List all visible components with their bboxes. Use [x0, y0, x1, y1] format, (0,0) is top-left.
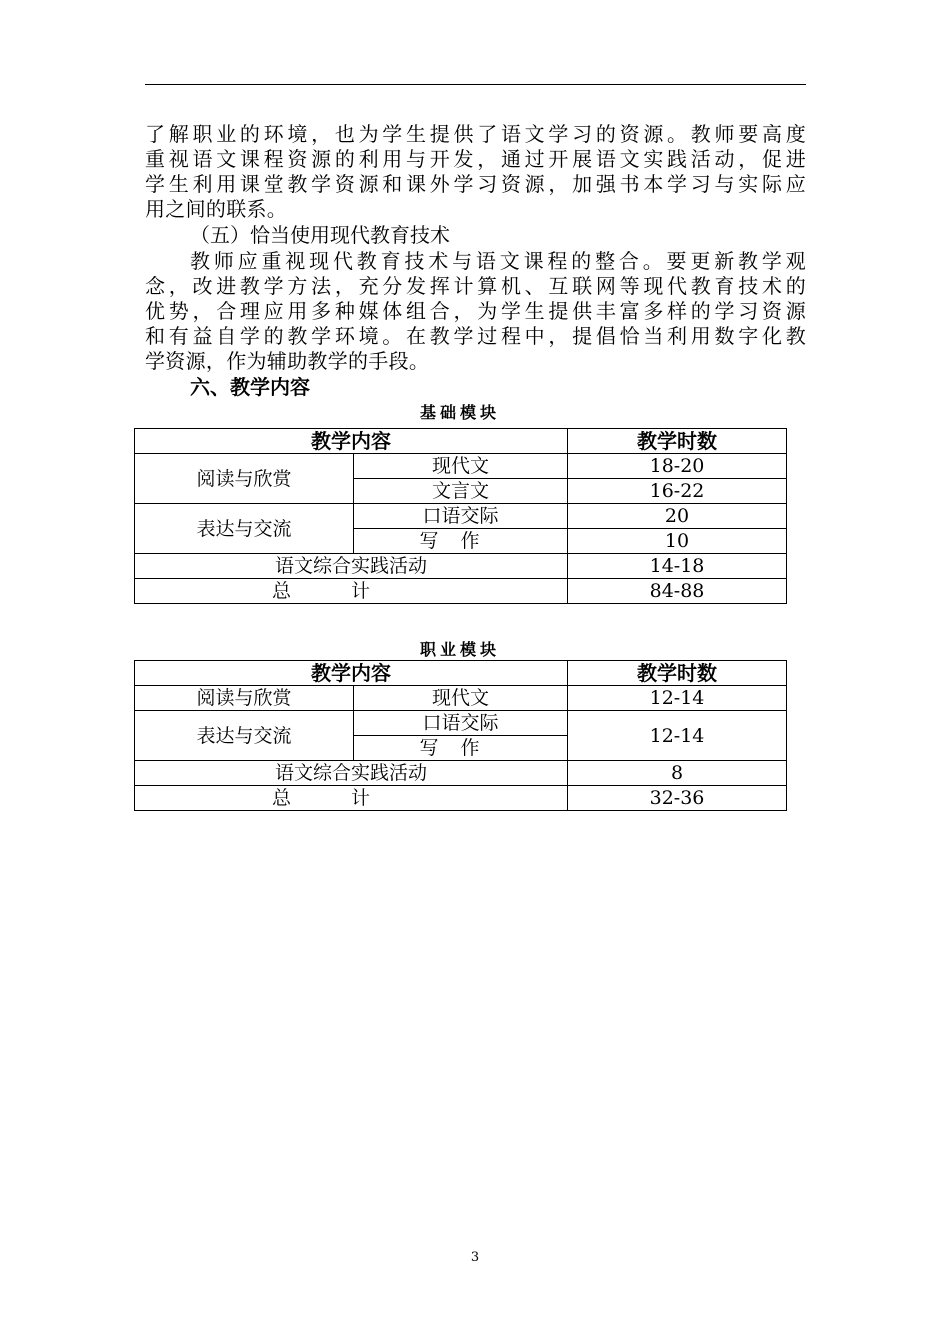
practice-label: 语文综合实践活动 — [135, 554, 568, 579]
vocational-module-caption: 职业模块 — [419, 640, 500, 659]
subheading: （五）恰当使用现代教育技术 — [190, 223, 450, 247]
item-label: 口语交际 — [354, 711, 568, 736]
group-label: 阅读与欣赏 — [135, 686, 354, 711]
hours-value: 10 — [568, 529, 787, 554]
text-line: 了解职业的环境，也为学生提供了语文学习的资源。教师要高度 — [145, 122, 806, 146]
table-row — [135, 711, 787, 736]
total-label: 总计 — [135, 786, 568, 811]
text-line: 用之间的联系。 — [145, 197, 288, 221]
hours-value: 14-18 — [568, 554, 787, 579]
table-row — [135, 761, 787, 786]
vocational-module-table — [134, 660, 787, 811]
table-header-row — [135, 429, 787, 454]
hours-value: 12-14 — [568, 686, 787, 711]
header-content: 教学内容 — [135, 429, 568, 454]
text-line: 念，改进教学方法，充分发挥计算机、互联网等现代教育技术的 — [145, 274, 806, 298]
hours-value: 84-88 — [568, 579, 787, 604]
header-rule — [145, 84, 806, 85]
table-row — [135, 504, 787, 529]
paragraph-resources — [145, 122, 806, 222]
basic-module-caption: 基础模块 — [419, 403, 500, 422]
table-row — [135, 554, 787, 579]
table-total-row — [135, 786, 787, 811]
table-total-row — [135, 579, 787, 604]
item-label: 现代文 — [354, 454, 568, 479]
page-number: 3 — [470, 1250, 480, 1265]
paragraph-technology — [145, 249, 806, 374]
item-label: 现代文 — [354, 686, 568, 711]
text-line: 学资源，作为辅助教学的手段。 — [145, 349, 430, 373]
basic-module-table — [134, 428, 787, 604]
hours-value: 32-36 — [568, 786, 787, 811]
group-label: 表达与交流 — [135, 711, 354, 761]
section-heading: 六、教学内容 — [190, 375, 310, 399]
item-label: 文言文 — [354, 479, 568, 504]
text-line: 优势，合理应用多种媒体组合，为学生提供丰富多样的学习资源 — [145, 299, 806, 323]
text-line: 重视语文课程资源的利用与开发，通过开展语文实践活动，促进 — [145, 147, 806, 171]
text-line: 和有益自学的教学环境。在教学过程中，提倡恰当利用数字化教 — [145, 324, 806, 348]
text-line: 学生利用课堂教学资源和课外学习资源，加强书本学习与实际应 — [145, 172, 806, 196]
table-row — [135, 454, 787, 479]
header-hours: 教学时数 — [568, 429, 787, 454]
item-label: 写作 — [354, 529, 568, 554]
hours-value: 8 — [568, 761, 787, 786]
item-label: 口语交际 — [354, 504, 568, 529]
table-header-row — [135, 661, 787, 686]
total-label: 总计 — [135, 579, 568, 604]
header-content: 教学内容 — [135, 661, 568, 686]
hours-value: 12-14 — [568, 711, 787, 761]
hours-value: 20 — [568, 504, 787, 529]
group-label: 表达与交流 — [135, 504, 354, 554]
hours-value: 18-20 — [568, 454, 787, 479]
table-row — [135, 686, 787, 711]
hours-value: 16-22 — [568, 479, 787, 504]
group-label: 阅读与欣赏 — [135, 454, 354, 504]
text-line: 教师应重视现代教育技术与语文课程的整合。要更新教学观 — [190, 249, 806, 273]
item-label: 写作 — [354, 736, 568, 761]
header-hours: 教学时数 — [568, 661, 787, 686]
practice-label: 语文综合实践活动 — [135, 761, 568, 786]
